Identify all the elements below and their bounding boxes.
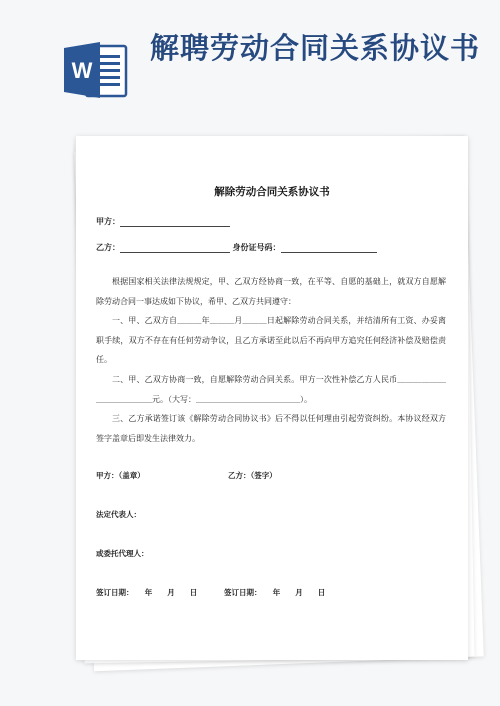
id-number-blank: [281, 243, 377, 253]
agent-label: 或委托代理人：: [96, 549, 149, 558]
party-a-label: 甲方：: [96, 217, 120, 226]
party-b-sign-label: 乙方：（签字）: [228, 471, 277, 480]
id-number-label: 身份证号码：: [232, 243, 281, 252]
word-document-icon: [64, 40, 130, 100]
word-icon-letter: W: [71, 58, 93, 83]
document-page: [76, 136, 468, 660]
legal-representative-label: 法定代表人：: [96, 510, 141, 519]
sign-date-b: 签订日期： 年 月 日: [224, 588, 326, 597]
party-b-blank: [120, 243, 230, 253]
paragraph-clause-3: 三、乙方承诺签订该《解除劳动合同协议书》后不得以任何理由引起劳资纠纷。本协议经双方签字盖章后即发生法律效力。: [96, 414, 446, 443]
party-a-blank: [120, 217, 230, 227]
sign-date-a: 签订日期： 年 月 日: [96, 588, 198, 597]
banner-title: 解聘劳动合同关系协议书: [150, 31, 481, 65]
party-a-seal-label: 甲方：（盖章）: [96, 471, 145, 480]
party-a-row: [96, 216, 230, 227]
document-title: 解除劳动合同关系协议书: [214, 186, 330, 198]
paragraph-clause-2: 二、甲、乙双方协商一致，自愿解除劳动合同关系。甲方一次性补偿乙方人民币＿＿＿＿＿＿＿＿＿＿＿＿＿元。（大写：＿＿＿＿＿＿＿＿＿＿＿＿＿）。: [96, 375, 446, 404]
party-b-row: [96, 242, 377, 253]
paragraph-clause-1: 一、甲、乙双方自＿＿＿年＿＿＿月＿＿＿日起解除劳动合同关系，并结清所有工资、办妥离职手续，双方不存在有任何劳动争议，且乙方承诺至此以后不再向甲方追究任何经济补偿及赔偿责任。: [96, 316, 446, 364]
paragraph-preamble: 根据国家相关法律法规规定，甲、乙双方经协商一致，在平等、自愿的基础上，就双方自愿解除劳动合同一事达成如下协议，希甲、乙双方共同遵守：: [96, 277, 446, 306]
party-b-label: 乙方：: [96, 243, 120, 252]
